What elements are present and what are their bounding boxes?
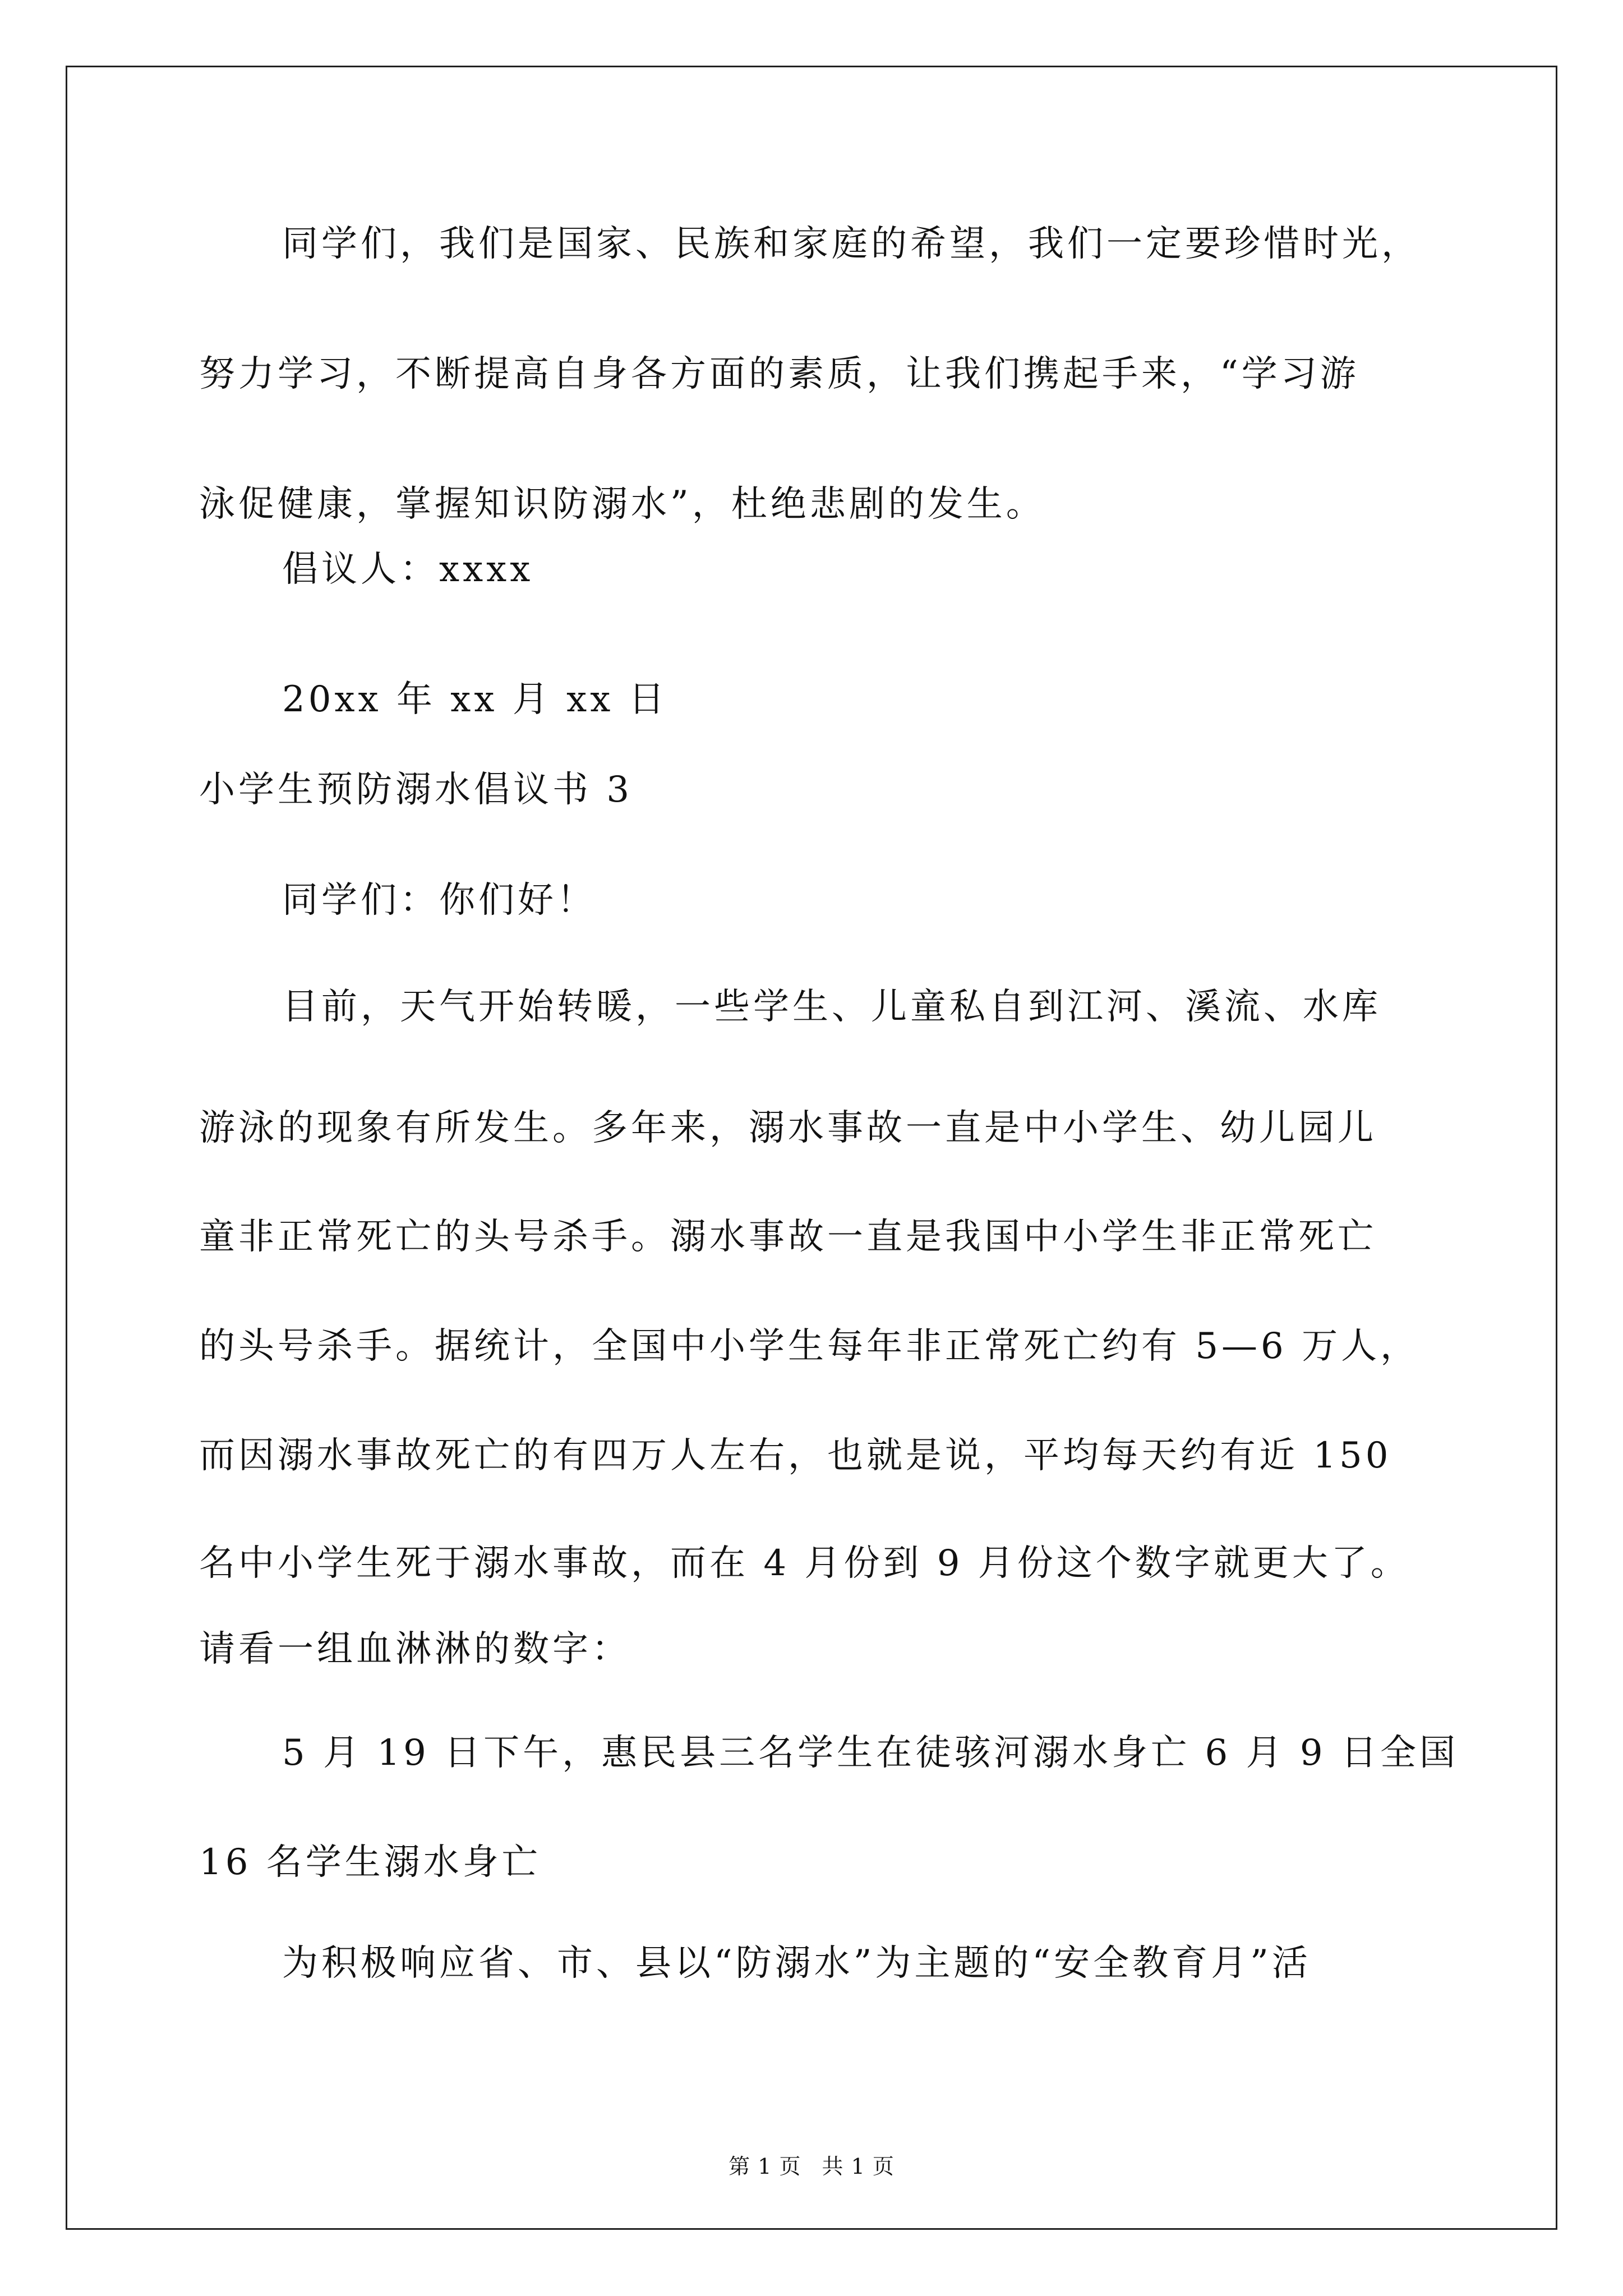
paragraph-line: 泳促健康，掌握知识防溺水”，杜绝悲剧的发生。	[199, 484, 1045, 525]
paragraph-line: 而因溺水事故死亡的有四万人左右，也就是说，平均每天约有近 150	[199, 1435, 1392, 1476]
paragraph-line: 的头号杀手。据统计，全国中小学生每年非正常死亡约有 5—6 万人，	[199, 1326, 1420, 1367]
paragraph-line: 为积极响应省、市、县以“防溺水”为主题的“安全教育月”活	[282, 1943, 1311, 1984]
paragraph-line: 16 名学生溺水身亡	[199, 1842, 541, 1883]
paragraph-line: 请看一组血淋淋的数字：	[199, 1628, 631, 1670]
date-line: 20xx 年 xx 月 xx 日	[282, 679, 668, 720]
greeting-line: 同学们：你们好！	[282, 880, 596, 921]
paragraph-line: 目前，天气开始转暖，一些学生、儿童私自到江河、溪流、水库	[282, 986, 1381, 1028]
paragraph-line: 名中小学生死于溺水事故，而在 4 月份到 9 月份这个数字就更大了。	[199, 1543, 1410, 1584]
page-footer	[0, 2154, 1623, 2179]
paragraph-line: 游泳的现象有所发生。多年来，溺水事故一直是中小学生、幼儿园儿	[199, 1107, 1377, 1149]
paragraph-line: 努力学习，不断提高自身各方面的素质，让我们携起手来，“学习游	[199, 353, 1359, 395]
paragraph-line: 童非正常死亡的头号杀手。溺水事故一直是我国中小学生非正常死亡	[199, 1216, 1377, 1258]
paragraph-line: 5 月 19 日下午，惠民县三名学生在徒骇河溺水身亡 6 月 9 日全国	[282, 1732, 1459, 1774]
page-total: 共 1 页	[822, 2154, 895, 2179]
page-number: 第 1 页	[728, 2154, 801, 2179]
signature-line: 倡议人：xxxx	[282, 549, 534, 590]
paragraph-line: 同学们，我们是国家、民族和家庭的希望，我们一定要珍惜时光，	[282, 223, 1421, 265]
section-title: 小学生预防溺水倡议书 3	[199, 769, 633, 811]
